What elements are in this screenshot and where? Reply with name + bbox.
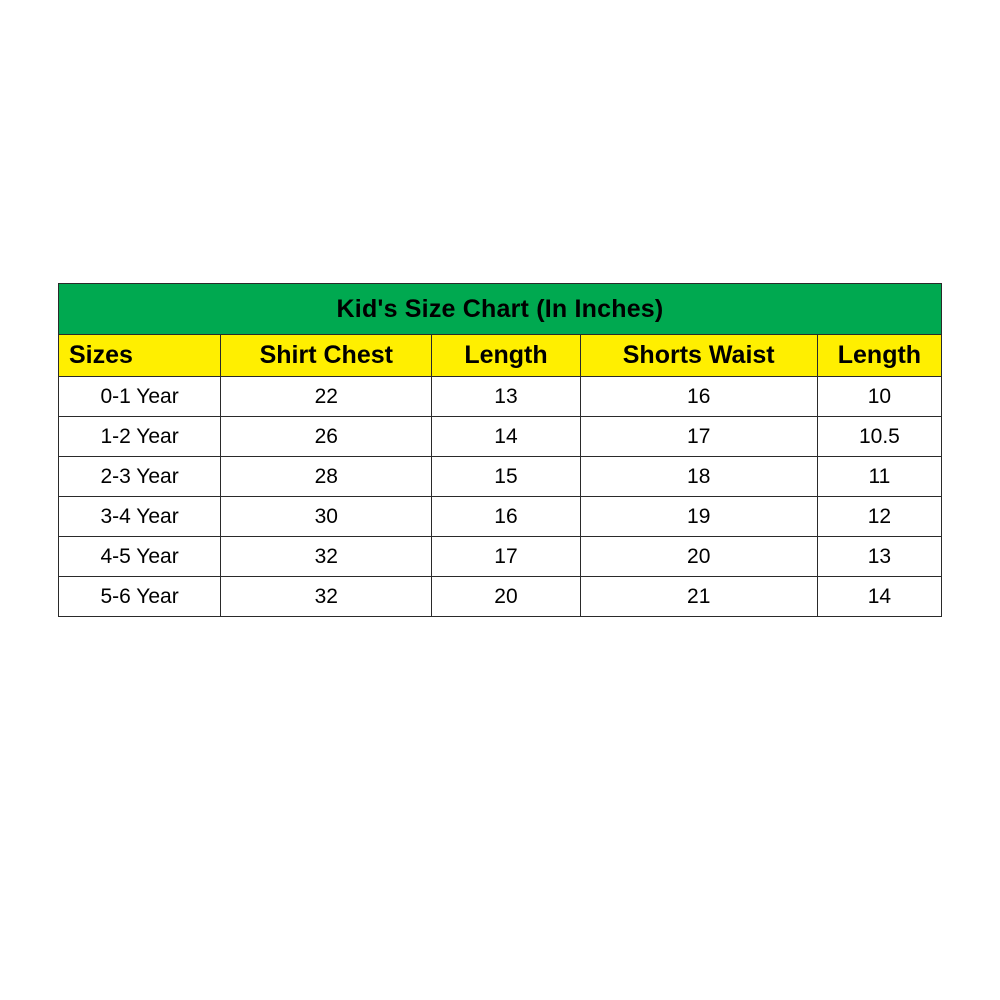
cell-shorts-waist: 16 [580,377,817,417]
column-header-sizes: Sizes [59,335,221,377]
cell-shirt-length: 16 [432,497,580,537]
chart-title: Kid's Size Chart (In Inches) [59,284,942,335]
cell-shorts-length: 10 [817,377,941,417]
cell-shorts-waist: 17 [580,417,817,457]
cell-size: 0-1 Year [59,377,221,417]
column-header-shorts-waist: Shorts Waist [580,335,817,377]
cell-shirt-length: 13 [432,377,580,417]
cell-shirt-length: 20 [432,577,580,617]
cell-shorts-length: 10.5 [817,417,941,457]
cell-shorts-waist: 18 [580,457,817,497]
column-header-shirt-length: Length [432,335,580,377]
cell-shirt-chest: 30 [221,497,432,537]
cell-size: 3-4 Year [59,497,221,537]
cell-shorts-waist: 21 [580,577,817,617]
cell-size: 2-3 Year [59,457,221,497]
cell-size: 1-2 Year [59,417,221,457]
table-row [59,497,942,537]
table-row [59,457,942,497]
cell-shirt-chest: 32 [221,537,432,577]
column-header-shirt-chest: Shirt Chest [221,335,432,377]
cell-shorts-length: 12 [817,497,941,537]
cell-shorts-waist: 20 [580,537,817,577]
cell-shirt-chest: 28 [221,457,432,497]
cell-shirt-length: 14 [432,417,580,457]
cell-shorts-length: 14 [817,577,941,617]
table-row [59,577,942,617]
cell-size: 5-6 Year [59,577,221,617]
table-row [59,417,942,457]
cell-size: 4-5 Year [59,537,221,577]
cell-shirt-chest: 26 [221,417,432,457]
table-header-row [59,335,942,377]
size-chart-container [58,283,942,617]
table-row [59,537,942,577]
cell-shirt-length: 17 [432,537,580,577]
column-header-shorts-length: Length [817,335,941,377]
size-chart-table [58,283,942,617]
cell-shirt-chest: 22 [221,377,432,417]
cell-shorts-waist: 19 [580,497,817,537]
table-row [59,377,942,417]
cell-shorts-length: 13 [817,537,941,577]
cell-shorts-length: 11 [817,457,941,497]
table-title-row [59,284,942,335]
cell-shirt-chest: 32 [221,577,432,617]
cell-shirt-length: 15 [432,457,580,497]
